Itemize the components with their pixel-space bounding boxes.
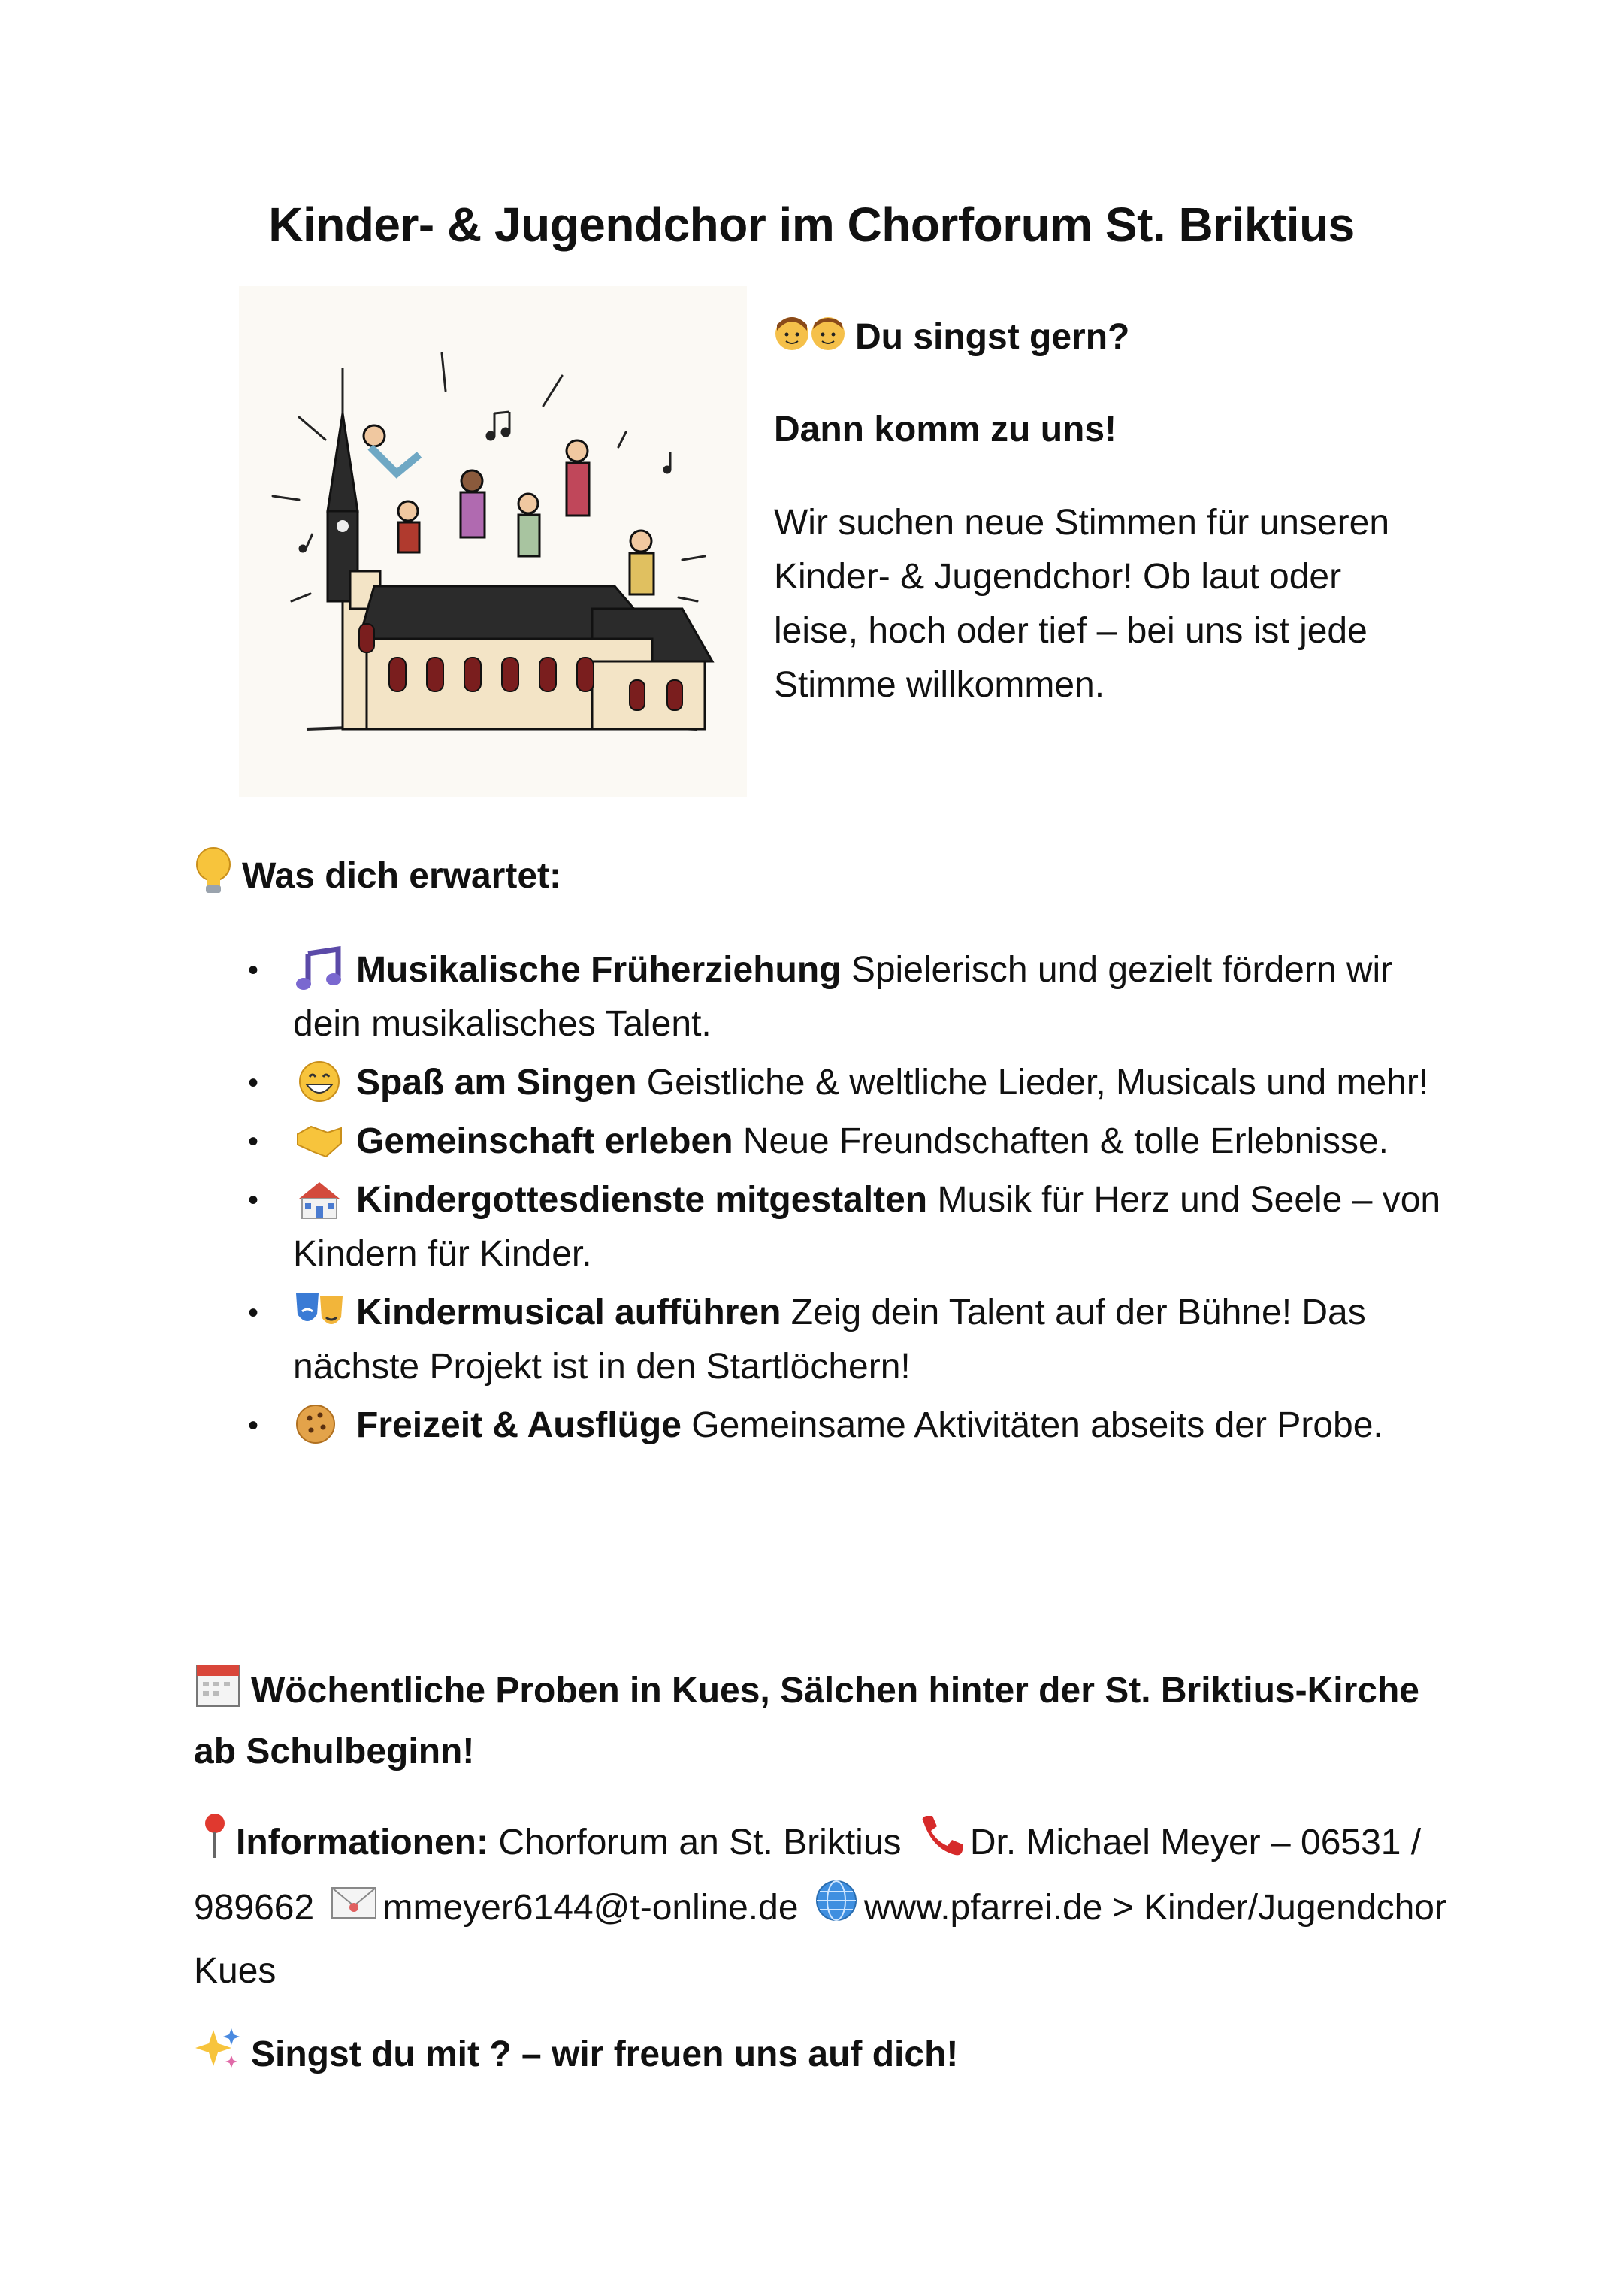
- envelope-icon: [331, 1880, 377, 1940]
- bullet: •: [248, 1125, 259, 1158]
- list-item: • Spaß am Singen Geistliche & weltliche Lieder, Musicals und mehr!: [248, 1056, 1465, 1110]
- list-item: • Gemeinschaft erleben Neue Freundschaften & tolle Erlebnisse.: [248, 1115, 1465, 1169]
- girl-boy-emoji-icon: [774, 310, 846, 364]
- bullet: •: [248, 1066, 259, 1100]
- choir-illustration: [239, 286, 747, 797]
- grinning-face-icon: [293, 1063, 346, 1106]
- globe-icon: [815, 1879, 858, 1941]
- website-link[interactable]: www.pfarrei.de > Kinder/Jugendchor Kues: [194, 1888, 1446, 1991]
- expect-heading: Was dich erwartet:: [194, 846, 561, 905]
- bullet: •: [248, 1184, 259, 1217]
- church-icon: [293, 1181, 346, 1223]
- intro-block: [774, 308, 1450, 705]
- feature-list: [248, 943, 1465, 1457]
- intro-invite: Dann komm zu uns!: [774, 410, 1117, 449]
- intro-body: Wir suchen neue Stimmen für unseren Kinder- & Jugendchor! Ob laut oder leise, hoch oder tief – bei uns ist jede Stimme willkommen.: [774, 503, 1390, 705]
- church-singers-drawing: [239, 286, 747, 797]
- rehearsal-note: Wöchentliche Proben in Kues, Sälchen hinter der St. Briktius-Kirche ab Schulbeginn!: [194, 1661, 1456, 1779]
- contact-info: Informationen: Chorforum an St. Briktius Dr. Michael Meyer – 06531 / 989662 mmeyer6144@t-online.de www.pfarrei.de > Kinder/Jugendchor Kues: [194, 1811, 1456, 2001]
- bullet: •: [248, 1409, 259, 1442]
- theater-masks-icon: [293, 1293, 346, 1336]
- round-pushpin-icon: [200, 1811, 230, 1878]
- sparkles-icon: [194, 2025, 242, 2083]
- light-bulb-icon: [194, 846, 233, 905]
- intro-question: Du singst gern?: [855, 316, 1130, 357]
- page-title: Kinder- & Jugendchor im Chorforum St. Briktius: [268, 198, 1355, 252]
- music-notes-icon: [293, 951, 346, 993]
- list-item: • Musikalische Früherziehung Spielerisch und gezielt fördern wir dein musikalisches Talent.: [248, 943, 1465, 1051]
- telephone-icon: [917, 1814, 964, 1875]
- handshake-icon: [293, 1122, 346, 1164]
- bullet: •: [248, 1296, 259, 1330]
- list-item: • Kindergottesdienste mitgestalten Musik für Herz und Seele – von Kindern für Kinder.: [248, 1173, 1465, 1281]
- closing-line: Singst du mit ? – wir freuen uns auf dich!: [194, 2025, 958, 2083]
- email-link[interactable]: mmeyer6144@t-online.de: [382, 1888, 799, 1928]
- bullet: •: [248, 954, 259, 987]
- list-item: • Freizeit & Ausflüge Gemeinsame Aktivitäten abseits der Probe.: [248, 1399, 1465, 1453]
- calendar-icon: [194, 1661, 242, 1725]
- list-item: • Kindermusical aufführen Zeig dein Talent auf der Bühne! Das nächste Projekt ist in den Startlöchern!: [248, 1286, 1465, 1394]
- cookie-icon: [293, 1406, 346, 1448]
